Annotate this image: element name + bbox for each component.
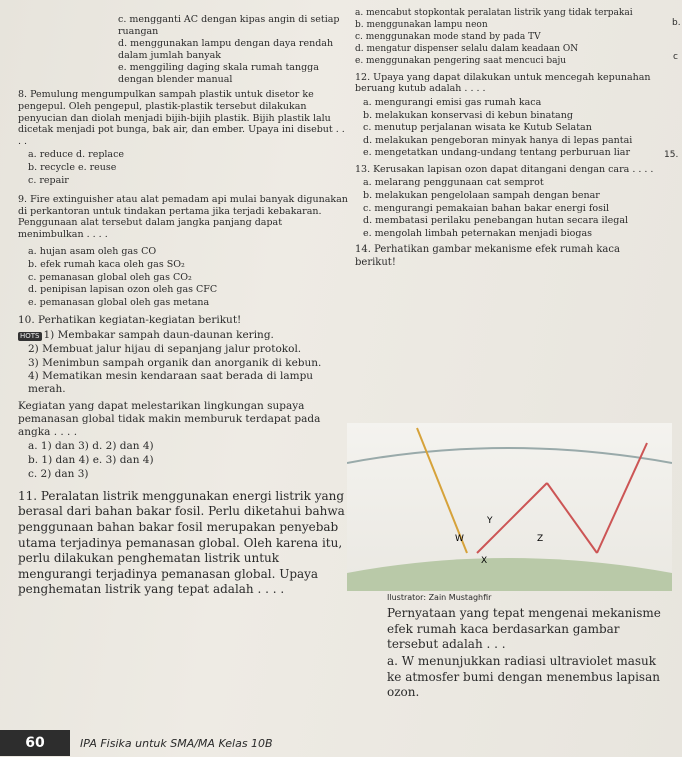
question-9: 9. Fire extinguisher atau alat pemadam api mulai banyak digunakan di perkantoran untuk tindakan pertama jika terjadi kebakaran. Penggunaan alat tersebut dalam jangka panjang dapat menimbulkan . . . . bbox=[18, 194, 348, 240]
q14-option-a: a. W menunjukkan radiasi ultraviolet masuk ke atmosfer bumi dengan menembus lapisan ozon. bbox=[387, 654, 660, 700]
label-w: W bbox=[455, 534, 464, 544]
margin-mark-c: c bbox=[673, 52, 678, 62]
q10-item-1-text: 1) Membakar sampah daun-daunan kering. bbox=[43, 329, 274, 342]
q12-option-e: e. mengetatkan undang-undang tentang perburuan liar bbox=[363, 147, 631, 159]
q12-option-a: a. mengurangi emisi gas rumah kaca bbox=[363, 97, 542, 108]
question-8: 8. Pemulung mengumpulkan sampah plastik untuk disetor ke pengepul. Oleh pengepul, plastik-plastik tersebut dilakukan penyucian dan diolah menjadi bijih-bijih plastik. Bijih plastik lalu dicetak menjadi pot bunga, bak air, dan ember. Upaya ini disebut . . . . bbox=[18, 89, 345, 147]
q10-option-be: b. 1) dan 4) e. 3) dan 4) bbox=[28, 454, 154, 467]
question-11: 11. Peralatan listrik menggunakan energi listrik yang berasal dari bahan bakar fosil. Perlu diketahui bahwa penggunaan bahan bakar fosil merupakan penyebab utama terjadinya pemanasan global. Oleh karena itu, perlu dilakukan penghematan listrik untuk mengurangi terjadinya pemanasan global. Upaya penghematan listrik yang tepat adalah . . . . bbox=[18, 488, 345, 597]
hots-badge: HOTS bbox=[20, 332, 40, 341]
question-10-intro: 10. Perhatikan kegiatan-kegiatan berikut! bbox=[18, 314, 242, 327]
q13-option-a: a. melarang penggunaan cat semprot bbox=[363, 177, 544, 189]
earth-surface bbox=[347, 558, 672, 591]
q12-option-c: c. menutup perjalanan wisata ke Kutub Selatan bbox=[363, 122, 592, 134]
question-13: 13. Kerusakan lapisan ozon dapat ditangani dengan cara . . . . bbox=[355, 163, 654, 175]
q7-option-d-right: d. mengatur dispenser selalu dalam keadaan ON bbox=[355, 43, 579, 54]
margin-mark-15: 15. bbox=[664, 150, 679, 160]
page-footer bbox=[0, 729, 682, 757]
question-14: 14. Perhatikan gambar mekanisme efek rumah kaca berikut! bbox=[355, 244, 620, 268]
q13-option-b: b. melakukan pengelolaan sampah dengan benar bbox=[363, 190, 600, 202]
q13-option-c: c. mengurangi pemakaian bahan bakar energi fosil bbox=[363, 202, 610, 214]
q10-item-3: 3) Menimbun sampah organik dan anorganik di kebun. bbox=[28, 356, 322, 369]
q9-option-d: d. penipisan lapisan ozon oleh gas CFC bbox=[28, 284, 218, 296]
greenhouse-effect-figure bbox=[347, 423, 672, 591]
q12-option-b: b. melakukan konservasi di kebun binatang bbox=[363, 109, 573, 121]
q10-option-c: c. 2) dan 3) bbox=[28, 468, 89, 481]
q10-option-ad: a. 1) dan 3) d. 2) dan 4) bbox=[28, 440, 154, 453]
label-x: X bbox=[481, 556, 488, 566]
q7-option-c-right: c. menggunakan mode stand by pada TV bbox=[355, 31, 541, 42]
q8-option-be: b. recycle e. reuse bbox=[28, 161, 117, 173]
q12-option-d: d. melakukan pengeboran minyak hanya di lepas pantai bbox=[363, 134, 633, 146]
book-title: IPA Fisika untuk SMA/MA Kelas 10B bbox=[80, 736, 273, 750]
margin-mark-b: b. bbox=[672, 18, 681, 28]
q7-option-e: e. menggiling daging skala rumah tangga dengan blender manual bbox=[118, 62, 319, 85]
q9-option-c: c. pemanasan global oleh gas CO₂ bbox=[28, 271, 192, 283]
q9-option-a: a. hujan asam oleh gas CO bbox=[28, 246, 157, 258]
q9-option-e: e. pemanasan global oleh gas metana bbox=[28, 296, 210, 308]
q8-option-ad: a. reduce d. replace bbox=[28, 149, 125, 161]
illustrator-credit: Ilustrator: Zain Mustaghfir bbox=[387, 593, 492, 602]
q7-option-c: c. mengganti AC dengan kipas angin di setiap ruangan bbox=[118, 14, 340, 37]
arrow-z bbox=[597, 443, 647, 553]
q13-option-d: d. membatasi perilaku penebangan hutan secara ilegal bbox=[363, 215, 629, 227]
q8-option-c: c. repair bbox=[28, 174, 69, 186]
label-z: Z bbox=[537, 534, 544, 544]
q10-item-2: 2) Membuat jalur hijau di sepanjang jalur protokol. bbox=[28, 342, 302, 355]
q7-option-e-right: e. menggunakan pengering saat mencuci baju bbox=[355, 55, 567, 66]
atmosphere-layer bbox=[347, 448, 672, 463]
right-column bbox=[355, 8, 655, 271]
q7-option-b: b. menggunakan lampu neon bbox=[355, 19, 488, 30]
q10-item-1 bbox=[18, 329, 348, 342]
q10-question: Kegiatan yang dapat melestarikan lingkungan supaya pemanasan global tidak makin memburuk terdapat pada angka . . . . bbox=[18, 400, 321, 438]
q10-item-4: 4) Mematikan mesin kendaraan saat berada di lampu merah. bbox=[28, 370, 314, 396]
q14-statement: Pernyataan yang tepat mengenai mekanisme efek rumah kaca berdasarkan gambar tersebut adalah . . . bbox=[387, 606, 661, 652]
q7-option-a: a. mencabut stopkontak peralatan listrik yang tidak terpakai bbox=[355, 8, 633, 18]
q13-option-e: e. mengolah limbah peternakan menjadi biogas bbox=[363, 227, 593, 239]
q7-option-d: d. menggunakan lampu dengan daya rendah dalam jumlah banyak bbox=[118, 38, 334, 61]
left-column bbox=[18, 14, 348, 600]
label-y: Y bbox=[487, 516, 493, 526]
page-number: 60 bbox=[0, 730, 70, 756]
q9-option-b: b. efek rumah kaca oleh gas SO₂ bbox=[28, 258, 185, 270]
arrow-y bbox=[547, 483, 597, 553]
question-12: 12. Upaya yang dapat dilakukan untuk mencegah kepunahan beruang kutub adalah . . . . bbox=[355, 71, 651, 95]
greenhouse-diagram bbox=[347, 423, 672, 591]
